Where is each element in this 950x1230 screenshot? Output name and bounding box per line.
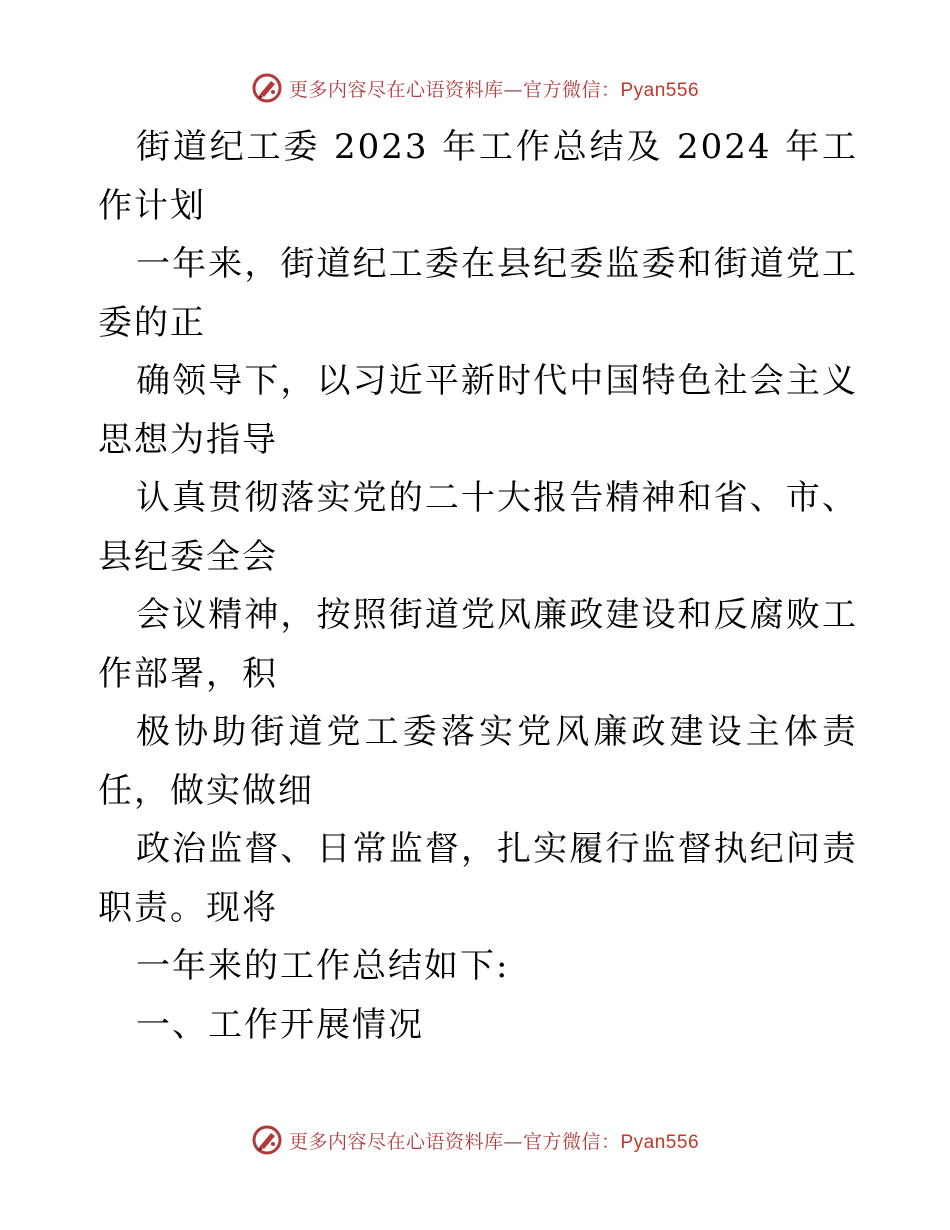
document-body xyxy=(98,118,858,1054)
paragraph: 政治监督、日常监督，扎实履行监督执纪问责职责。现将 xyxy=(98,829,858,928)
paragraph: 会议精神，按照街道党风廉政建设和反腐败工作部署，积 xyxy=(98,595,858,694)
footer-watermark xyxy=(0,1120,950,1160)
paragraph: 一年来，街道纪工委在县纪委监委和街道党工委的正 xyxy=(98,244,858,343)
watermark-text xyxy=(289,1127,699,1154)
paragraph: 极协助街道党工委落实党风廉政建设主体责任，做实做细 xyxy=(98,712,858,811)
pen-seal-icon xyxy=(251,72,283,104)
document-title: 街道纪工委 2023 年工作总结及 2024 年工作计划 xyxy=(98,127,858,226)
paragraph: 认真贯彻落实党的二十大报告精神和省、市、县纪委全会 xyxy=(98,478,858,577)
watermark-contact-value: Pyan556 xyxy=(620,1131,700,1153)
watermark-separator: — xyxy=(503,1130,523,1153)
watermark-contact-label: 官方微信： xyxy=(522,78,621,101)
pen-seal-icon xyxy=(251,1124,283,1156)
watermark-site: 更多内容尽在心语资料库 xyxy=(288,1130,504,1153)
watermark-contact-value: Pyan556 xyxy=(620,79,700,101)
watermark-contact-label: 官方微信： xyxy=(522,1130,621,1153)
watermark-site: 更多内容尽在心语资料库 xyxy=(288,78,504,101)
watermark-text xyxy=(289,75,699,102)
section-heading: 一、工作开展情况 xyxy=(136,1004,424,1045)
watermark-separator: — xyxy=(503,78,523,101)
paragraph: 确领导下，以习近平新时代中国特色社会主义思想为指导 xyxy=(98,361,858,460)
paragraph: 一年来的工作总结如下: xyxy=(136,946,510,986)
header-watermark xyxy=(0,68,950,108)
